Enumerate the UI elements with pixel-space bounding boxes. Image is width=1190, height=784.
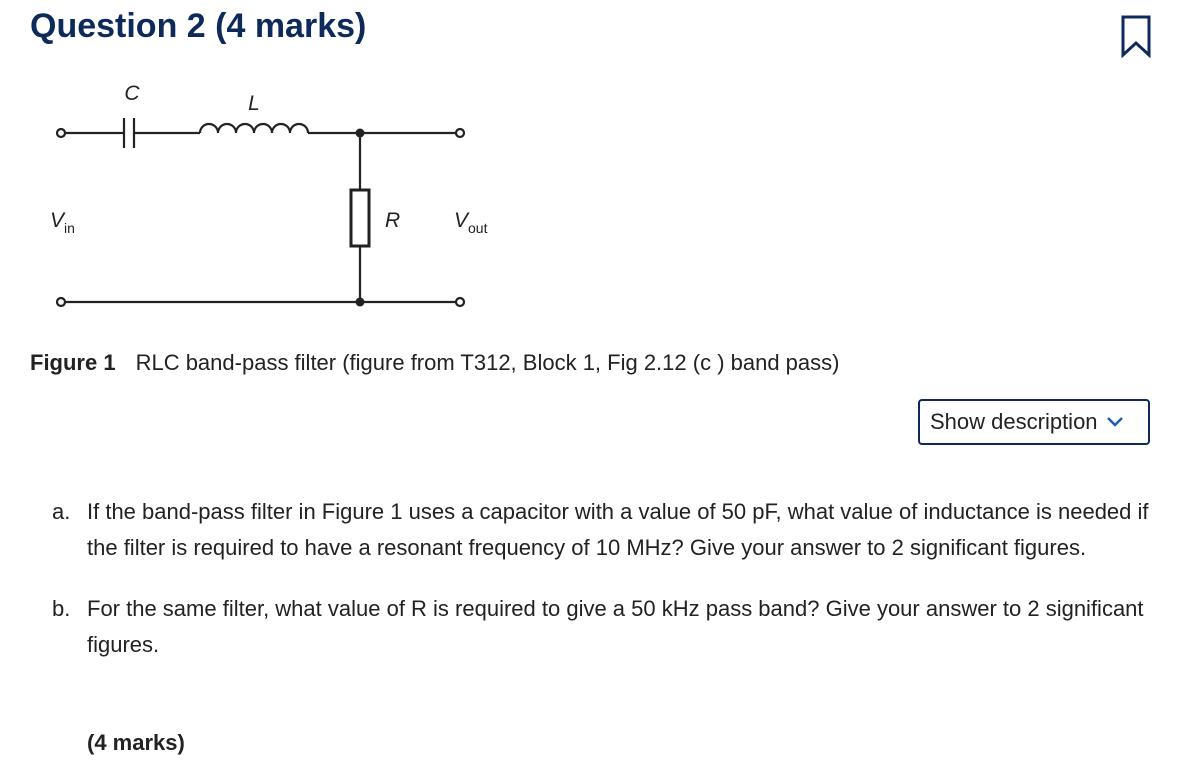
part-text: For the same filter, what value of R is required to give a 50 kHz pass band? Give your answer to 2 significant figures. (87, 596, 1144, 657)
vout-label: V (454, 209, 469, 232)
vin-label: V (50, 209, 65, 232)
marks-label: (4 marks) (87, 730, 185, 755)
question-parts (52, 494, 1162, 688)
question-part-b (52, 591, 1162, 663)
svg-text:Vout (454, 209, 488, 236)
part-letter: b. (52, 596, 71, 621)
page-title: Question 2 (4 marks) (30, 7, 367, 45)
resistor-label: R (385, 209, 401, 232)
part-letter: a. (52, 499, 71, 524)
question-part-a (52, 494, 1162, 566)
figure-caption (30, 348, 839, 378)
svg-text:Vin (50, 209, 75, 236)
chevron-down-icon (1106, 416, 1124, 428)
circuit-diagram (40, 76, 520, 326)
show-description-button[interactable] (918, 399, 1150, 445)
show-description-label: Show description (930, 409, 1098, 434)
vout-subscript: out (468, 220, 488, 236)
figure-caption-text: RLC band-pass filter (figure from T312, Block 1, Fig 2.12 (c ) band pass) (135, 350, 840, 375)
bookmark-button[interactable] (1120, 14, 1152, 58)
vin-subscript: in (64, 220, 75, 236)
figure-label: Figure 1 (30, 350, 116, 375)
bookmark-icon (1120, 14, 1152, 58)
part-text: If the band-pass filter in Figure 1 uses a capacitor with a value of 50 pF, what value of inductance is needed if the filter is required to have a resonant frequency of 10 MHz? Give your answer to 2 significant figures. (87, 499, 1149, 560)
capacitor-label: C (124, 82, 140, 105)
inductor-label: L (248, 92, 260, 115)
